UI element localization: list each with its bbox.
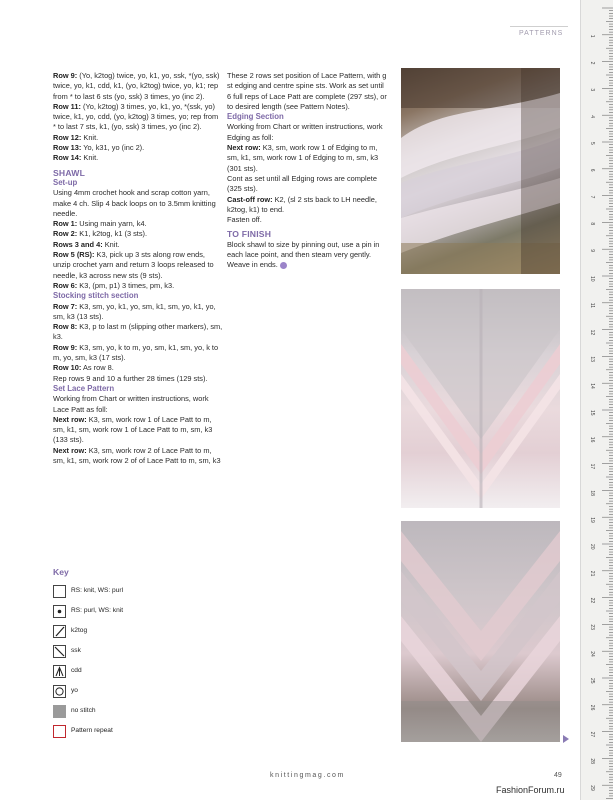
shawl-photo-detail xyxy=(401,521,560,742)
row-13: Row 13: Yo, k31, yo (inc 2). xyxy=(53,143,145,153)
ruler-label: 29 xyxy=(589,785,595,791)
arrow-up-icon xyxy=(53,665,66,678)
setup-heading: Set-up xyxy=(53,177,78,187)
chart-key xyxy=(53,567,223,745)
ruler-label: 12 xyxy=(589,329,595,336)
dot-box-icon xyxy=(53,605,66,618)
ruler-label: 13 xyxy=(589,356,595,362)
setup-text: Using 4mm crochet hook and scrap cotton yarn, make 4 ch. Slip 4 back loops on to 3.5mm knitting needle. xyxy=(53,188,216,218)
lace-next-row-1: Next row: K3, sm, work row 1 of Lace Patt to m, sm, k1, sm, work row 1 of Lace Patt to m, sm, k3 (133 sts). xyxy=(53,414,213,445)
key-item-knit: RS: knit, WS: purl xyxy=(53,585,223,605)
shawl-photo-hanging xyxy=(401,289,560,508)
ruler-label: 18 xyxy=(589,490,595,496)
watermark: FashionForum.ru xyxy=(496,785,565,795)
fasten-off: Fasten off. xyxy=(227,215,262,225)
key-item-repeat: Pattern repeat xyxy=(53,725,223,745)
row-9: Row 9: (Yo, k2tog) twice, yo, k1, yo, ssk, *(yo, ssk) twice, yo, k1, cdd, k1, (yo, k2tog) twice, yo, k1; rep from * to last 6 sts (yo, ssk) 3 times, yo (inc 2). xyxy=(53,71,220,101)
ruler-label: 7 xyxy=(589,195,595,199)
weave-text: Weave in ends. xyxy=(227,260,387,270)
edging-heading: Edging Section xyxy=(227,112,284,122)
ruler-label: 28 xyxy=(589,758,595,764)
edging-cont: Cont as set until all Edging rows are complete (325 sts). xyxy=(227,173,377,194)
stocking-row-7: Row 7: K3, sm, yo, k1, yo, sm, k1, sm, yo, k1, yo, sm, k3 (13 sts). xyxy=(53,301,216,321)
circle-icon xyxy=(53,685,66,698)
edging-text: Working from Chart or written instructions, work Edging as foll: xyxy=(227,122,383,142)
ruler-ticks xyxy=(581,0,613,800)
ruler-label: 21 xyxy=(589,570,595,577)
ruler xyxy=(580,0,613,800)
section-label: PATTERNS xyxy=(519,30,564,37)
key-item-no-stitch: no stitch xyxy=(53,705,223,725)
ruler-label: 11 xyxy=(589,302,595,309)
grey-box-icon xyxy=(53,705,66,718)
ruler-label: 5 xyxy=(589,142,595,145)
red-box-icon xyxy=(53,725,66,738)
stocking-repeat: Rep rows 9 and 10 a further 28 times (129 sts). xyxy=(53,373,208,383)
key-item-k2tog: k2tog xyxy=(53,625,223,645)
ruler-label: 1 xyxy=(589,34,595,38)
ruler-label: 14 xyxy=(589,383,595,389)
lace-next-row-2: Next row: K3, sm, work row 2 of Lace Patt to m, sm, k1, sm, work row 2 of of Lace Patt to m, sm, k3 xyxy=(53,445,221,465)
setup-row-6: Row 6: K3, (pm, p1) 3 times, pm, k3. xyxy=(53,280,175,290)
setup-row-1: Row 1: Using main yarn, k4. xyxy=(53,219,147,229)
key-item-purl: RS: purl, WS: knit xyxy=(53,605,223,625)
stocking-heading: Stocking stitch section xyxy=(53,291,139,301)
ruler-label: 25 xyxy=(589,678,595,684)
ruler-label: 6 xyxy=(589,168,595,172)
page-number: 49 xyxy=(554,772,562,779)
ruler-label: 16 xyxy=(589,436,595,443)
footer-url: knittingmag.com xyxy=(270,772,345,779)
finish-heading: TO FINISH xyxy=(227,229,272,240)
stocking-row-9: Row 9: K3, sm, yo, k to m, yo, sm, k1, sm, yo, k to m, yo, sm, k3 (17 sts). xyxy=(53,342,219,363)
ruler-label: 24 xyxy=(589,651,595,657)
key-item-ssk: ssk xyxy=(53,645,223,665)
shawl-photo-window xyxy=(401,68,560,274)
ruler-label: 26 xyxy=(589,704,595,711)
instructions-column-1 xyxy=(53,71,223,466)
ruler-label: 20 xyxy=(589,544,595,550)
key-item-cdd: cdd xyxy=(53,665,223,685)
instructions-column-2 xyxy=(227,71,387,271)
stocking-row-10: Row 10: As row 8. xyxy=(53,363,114,373)
stocking-row-8: Row 8: K3, p to last m (slipping other markers), sm, k3. xyxy=(53,322,223,342)
setup-rows-3-4: Rows 3 and 4: Knit. xyxy=(53,239,120,249)
setup-row-2: Row 2: K1, k2tog, k1 (3 sts). xyxy=(53,229,148,239)
lace-intro: These 2 rows set position of Lace Pattern, with g st edging and centre spine sts. Work as set until 6 full reps of Lace Patt are complete (297 sts), or to desired length (see Pattern Notes). xyxy=(227,71,387,111)
ruler-label: 10 xyxy=(589,276,595,282)
row-12: Row 12: Knit. xyxy=(53,132,99,142)
setup-row-5: Row 5 (RS): K3, pick up 3 sts along row ends, unzip crochet yarn and return 3 loops released to needle, k3 across new sts (9 sts). xyxy=(53,250,214,280)
ruler-label: 22 xyxy=(589,597,595,604)
key-item-yo: yo xyxy=(53,685,223,705)
empty-box-icon xyxy=(53,585,66,598)
ruler-label: 15 xyxy=(589,410,595,416)
ruler-label: 8 xyxy=(589,222,595,226)
edging-next-row: Next row: K3, sm, work row 1 of Edging to m, sm, k1, sm, work row 1 of Edging to m, sm, k3 (301 sts). xyxy=(227,143,379,173)
castoff-row: Cast-off row: K2, (sl 2 sts back to LH needle, k2tog, k1) to end. xyxy=(227,194,377,214)
finish-text: Block shawl to size by pinning out, use a pin in each lace point, and then steam very gently. xyxy=(227,239,380,260)
key-title: Key xyxy=(53,567,69,577)
ruler-label: 9 xyxy=(589,249,595,252)
ruler-label: 2 xyxy=(589,61,595,65)
continue-arrow-icon xyxy=(563,735,569,743)
row-11: Row 11: (Yo, k2tog) 3 times, yo, k1, yo, *(ssk, yo) twice, k1, yo, cdd, (yo, k2tog) 3 times, yo; rep from * to last 7 sts, k1, (yo, ssk) 3 times, yo (inc 2). xyxy=(53,101,219,132)
ruler-label: 3 xyxy=(589,88,595,92)
slash-right-icon xyxy=(53,625,66,638)
ruler-label: 27 xyxy=(589,731,595,738)
ruler-label: 17 xyxy=(589,463,595,470)
ruler-label: 4 xyxy=(589,115,595,118)
ruler-label: 19 xyxy=(589,517,595,523)
slash-left-icon xyxy=(53,645,66,658)
end-mark-icon xyxy=(280,262,287,269)
row-14: Row 14: Knit. xyxy=(53,153,99,163)
lace-heading: Set Lace Pattern xyxy=(53,383,115,393)
header-rule xyxy=(510,26,568,27)
lace-text: Working from Chart or written instructions, work Lace Patt as foll: xyxy=(53,394,209,414)
shawl-heading: SHAWL xyxy=(53,167,86,178)
ruler-label: 23 xyxy=(589,624,595,630)
